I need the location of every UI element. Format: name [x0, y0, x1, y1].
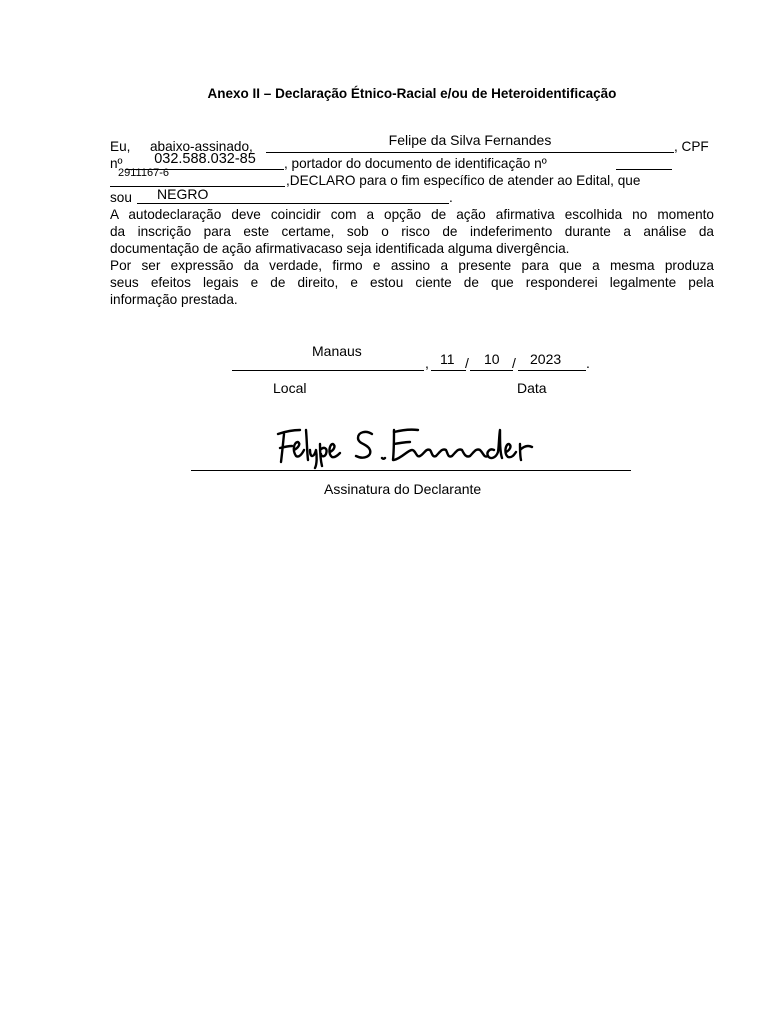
text-slash-1: /: [465, 355, 469, 371]
date-label: Data: [517, 380, 547, 396]
paragraph-2-line-3: documentação de ação afirmativacaso seja identificada alguma divergência.: [110, 241, 570, 256]
text-sou: sou: [110, 190, 132, 205]
paragraph-3-line-1: Por ser expressão da verdade, firmo e assino a presente para que a mesma produza: [110, 258, 714, 273]
month-field[interactable]: [470, 370, 513, 371]
text-no-label: nº: [110, 156, 123, 171]
race-value: NEGRO: [157, 186, 209, 202]
text-cpf-label: , CPF: [674, 139, 709, 154]
local-value: Manaus: [312, 343, 362, 359]
document-number-value: 2911167-6: [118, 167, 169, 179]
document-title: Anexo II – Declaração Étnico-Racial e/ou de Heteroidentificação: [207, 86, 617, 101]
day-field[interactable]: [431, 370, 466, 371]
year-value: 2023: [530, 351, 562, 367]
local-field[interactable]: [232, 370, 424, 371]
signature-label: Assinatura do Declarante: [324, 481, 482, 497]
text-period-date: .: [586, 355, 590, 371]
text-eu: Eu,: [110, 139, 131, 154]
name-value: Felipe da Silva Fernandes: [388, 132, 552, 148]
paragraph-2-line-1: A autodeclaração deve coincidir com a opção de ação afirmativa escolhida no momento: [110, 207, 714, 222]
document-trailing-line: [616, 155, 672, 170]
handwritten-signature: [270, 420, 560, 470]
document-number-field[interactable]: [110, 167, 285, 187]
text-portador: , portador do documento de identificação nº: [284, 156, 547, 171]
text-period: .: [449, 190, 453, 205]
paragraph-3-line-3: informação prestada.: [110, 292, 238, 307]
month-value: 10: [484, 351, 500, 367]
signature-line[interactable]: [191, 470, 631, 471]
day-value: 11: [440, 351, 455, 367]
race-field[interactable]: [137, 186, 449, 204]
declaration-line-4: [110, 186, 714, 206]
name-field[interactable]: [266, 132, 674, 153]
text-abaixo-assinado: abaixo-assinado,: [150, 139, 253, 154]
local-label: Local: [273, 380, 307, 396]
paragraph-2-line-2: da inscrição para este certame, sob o risco de indeferimento durante a análise da: [110, 224, 714, 239]
declaration-paragraph: [110, 132, 714, 308]
paragraph-3-line-2: seus efeitos legais e de direito, e estou ciente de que responderei legalmente pela: [110, 275, 714, 290]
text-comma: ,: [425, 355, 429, 371]
cpf-value: 032.588.032-85: [154, 151, 256, 167]
year-field[interactable]: [518, 370, 586, 371]
text-slash-2: /: [512, 355, 516, 371]
text-declaro: ,DECLARO para o fim específico de atender ao Edital, que: [286, 173, 641, 188]
